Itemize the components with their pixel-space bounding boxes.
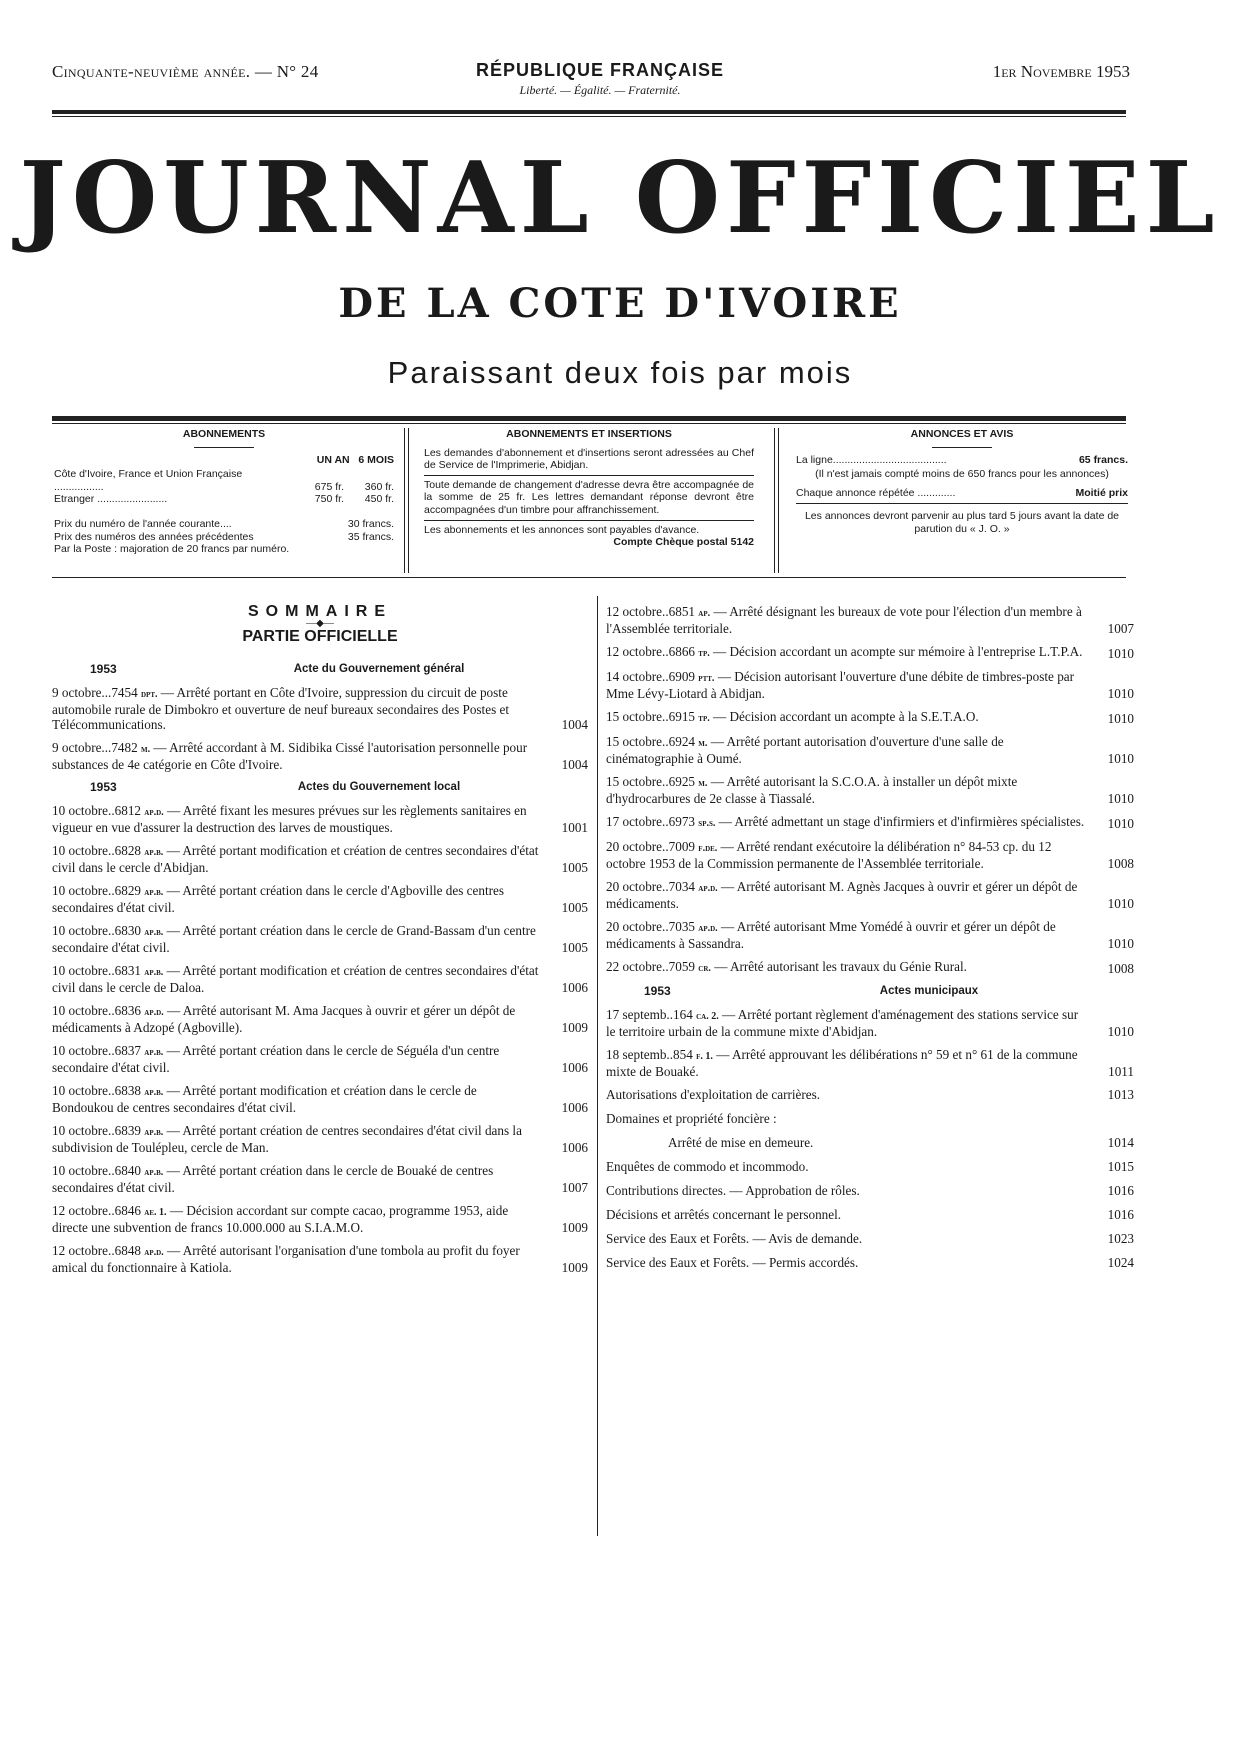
annonce-deadline: Les annonces devront parvenir au plus tard 5 jours avant la date de parution du « J. O. » (804, 510, 1120, 535)
list-item (52, 803, 588, 835)
misc-page: 1016 (1107, 1207, 1134, 1222)
box-separator (774, 428, 779, 573)
entry-page: 1004 (561, 757, 588, 772)
entry-date: 12 octobre.. (606, 644, 669, 659)
entry-text (606, 1007, 1134, 1039)
entry-page: 1007 (561, 1180, 588, 1195)
entry-text (52, 685, 588, 732)
list-item (606, 1231, 1134, 1246)
entry-number: 6836 (114, 1003, 141, 1018)
list-item (606, 644, 1134, 661)
entry-page: 1005 (561, 940, 588, 955)
list-item (606, 1087, 1134, 1102)
list-item (52, 1123, 588, 1155)
entry-description: — Arrêté autorisant la S.C.O.A. à installer un dépôt mixte d'hydrocarbures de 2e classe à Tiassalé. (606, 774, 1018, 806)
entry-text (606, 879, 1134, 911)
list-item (52, 923, 588, 955)
column-divider (597, 596, 598, 1536)
entry-page: 1010 (1107, 936, 1134, 951)
republic-name: RÉPUBLIQUE FRANÇAISE (475, 60, 724, 80)
rate-label: Côte d'Ivoire, France et Union Française ................. (54, 468, 243, 493)
price-value: 30 francs. (347, 517, 394, 530)
entry-page: 1010 (1107, 791, 1134, 806)
entry-date: 17 octobre.. (606, 814, 669, 829)
rate-year: 750 fr. (314, 493, 344, 506)
entry-date: 20 octobre.. (606, 839, 669, 854)
entry-code: ca. 2. (696, 1011, 719, 1022)
journal-title: JOURNAL OFFICIEL (19, 141, 1221, 256)
entry-page: 1010 (1107, 711, 1134, 726)
entry-description: — Arrêté autorisant M. Agnès Jacques à ouvrir et gérer un dépôt de médicaments. (606, 879, 1078, 911)
entry-code: ae. 1. (144, 1207, 167, 1218)
entry-code: ap.b. (144, 967, 164, 978)
list-item (606, 839, 1134, 871)
insertions-address: Les demandes d'abonnement et d'insertions seront adressées au Chef de Service de l'Imprimerie, Abidjan. (424, 447, 754, 476)
entry-text (52, 843, 588, 875)
entry-page: 1005 (561, 900, 588, 915)
entry-number: 6924 (668, 734, 695, 749)
entry-date: 9 octobre... (52, 685, 112, 700)
payment-note: Les abonnements et les annonces sont payables d'avance. (424, 523, 700, 536)
list-item (52, 1003, 588, 1035)
entry-text (606, 919, 1134, 951)
entry-description: — Arrêté portant création dans le cercle de Séguéla d'un centre secondaire d'état civil. (52, 1043, 500, 1075)
table-row (54, 493, 394, 506)
annonce-repeat (796, 487, 1128, 505)
entry-number: 6838 (114, 1083, 141, 1098)
entry-number: 6848 (114, 1243, 141, 1258)
entry-description: — Arrêté portant modification et création de centres secondaires d'état civil dans le cercle de Daloa. (52, 963, 539, 995)
entry-description: — Arrêté rendant exécutoire la délibération n° 84-53 cp. du 12 octobre 1953 de la Commission permanente de l'Assemblée territoriale. (606, 839, 1052, 871)
entry-page: 1005 (561, 860, 588, 875)
misc-text: Contributions directes. — Approbation de rôles. (606, 1183, 860, 1198)
entry-text (52, 803, 588, 835)
entry-date: 10 octobre.. (52, 923, 115, 938)
entry-description: — Arrêté portant modification et création de centres secondaires d'état civil dans le cercle d'Abidjan. (52, 843, 539, 875)
annonces-title: ANNONCES ET AVIS (910, 428, 1014, 440)
list-item (52, 843, 588, 875)
annonce-line-value: 65 francs. (1078, 453, 1128, 466)
entry-code: m. (141, 744, 151, 755)
entry-date: 10 octobre.. (52, 1083, 115, 1098)
sommaire-left-column (52, 604, 588, 1283)
entry-number: 6925 (668, 774, 695, 789)
entry-number: 6846 (114, 1203, 141, 1218)
list-item (52, 685, 588, 732)
annonces-box (796, 428, 1128, 573)
list-item (606, 1183, 1134, 1198)
misc-text: Service des Eaux et Forêts. — Avis de demande. (606, 1231, 863, 1246)
entry-date: 10 octobre.. (52, 1163, 115, 1178)
entry-number: 6915 (668, 709, 695, 724)
box-divider (194, 447, 254, 448)
entry-number: 7034 (668, 879, 695, 894)
entry-page: 1009 (561, 1020, 588, 1035)
entry-page: 1006 (561, 1140, 588, 1155)
issue-year-number: Cinquante-neuvième année. — N° 24 (52, 62, 319, 81)
subscriptions-title: ABONNEMENTS (182, 428, 266, 440)
entry-code: ap.b. (144, 847, 164, 858)
rate-year: 675 fr. (314, 480, 344, 493)
list-item (606, 734, 1134, 766)
insertions-payment (424, 523, 754, 549)
list-item (606, 1007, 1134, 1039)
col-6m-label: 6 MOIS (358, 453, 394, 466)
entry-description: — Arrêté portant règlement d'aménagement des stations service sur le territoire urbain de la commune mixte d'Abidjan. (606, 1007, 1079, 1039)
table-row (54, 468, 394, 493)
header-rule (52, 110, 1126, 114)
entry-text (52, 1043, 588, 1075)
entry-description: — Décision accordant un acompte sur mémoire à l'entreprise L.T.P.A. (713, 644, 1083, 659)
entry-description: — Arrêté autorisant l'organisation d'une tombola au profit du foyer amical du fonctionnaire à Katiola. (52, 1243, 520, 1275)
entry-number: 7482 (111, 740, 138, 755)
col-year-label: UN AN (316, 453, 350, 466)
misc-text: Arrêté de mise en demeure. (668, 1135, 814, 1150)
entry-code: ap.d. (144, 807, 164, 818)
entry-text (606, 604, 1134, 636)
list-item (52, 1163, 588, 1195)
entry-number: 6839 (114, 1123, 141, 1138)
entry-description: — Arrêté portant création dans le cercle d'Agboville des centres secondaires d'état civil. (52, 883, 505, 915)
annonce-minimum: (Il n'est jamais compté moins de 650 francs pour les annonces) (815, 468, 1109, 481)
entry-text (52, 1243, 588, 1275)
section-header (52, 780, 588, 795)
entry-code: dpt. (141, 689, 158, 700)
list-item (52, 1043, 588, 1075)
entry-page: 1010 (1107, 816, 1134, 831)
entry-code: ap.d. (698, 923, 718, 934)
entry-page: 1008 (1107, 856, 1134, 871)
publication-frequency: Paraissant deux fois par mois (387, 355, 853, 390)
entry-date: 10 octobre.. (52, 963, 115, 978)
insertions-address-change: Toute demande de changement d'adresse devra être accompagnée de la somme de 25 fr. Les lettres demandant réponse devront être accompagnées d'un timbre pour affranchissement. (424, 479, 754, 521)
list-item (606, 1047, 1134, 1079)
entry-code: ap.d. (144, 1247, 164, 1258)
entry-number: 164 (673, 1007, 693, 1022)
entry-text (52, 1123, 588, 1155)
entry-number: 7035 (668, 919, 695, 934)
entry-date: 10 octobre.. (52, 1003, 115, 1018)
entry-number: 6829 (114, 883, 141, 898)
entry-description: — Arrêté désignant les bureaux de vote pour l'élection d'un membre à l'Assemblée territoriale. (606, 604, 1082, 636)
entry-description: — Arrêté approuvant les délibérations n° 59 et n° 61 de la commune mixte de Bouaké. (606, 1047, 1078, 1079)
entry-code: ap.d. (698, 883, 718, 894)
price-value: 35 francs. (347, 530, 394, 543)
box-divider (932, 447, 992, 448)
entry-number: 6840 (114, 1163, 141, 1178)
entry-text (606, 669, 1134, 701)
entry-number: 6812 (114, 803, 141, 818)
entry-page: 1006 (561, 1060, 588, 1075)
entry-code: tp. (698, 713, 710, 724)
boxes-bottom-rule (52, 577, 1126, 578)
annonce-line-label: La ligne....................................... (796, 453, 947, 466)
entry-code: ap.b. (144, 1087, 164, 1098)
entry-number: 6909 (668, 669, 695, 684)
entry-text (52, 1003, 588, 1035)
rate-half: 450 fr. (364, 493, 394, 506)
sommaire-right-column (606, 604, 1134, 1279)
entry-page: 1010 (1107, 646, 1134, 661)
entry-description: — Arrêté portant création dans le cercle de Bouaké de centres secondaires d'état civil. (52, 1163, 494, 1195)
list-item (52, 963, 588, 995)
entry-page: 1008 (1107, 961, 1134, 976)
table-row (54, 543, 394, 556)
misc-page: 1014 (1107, 1135, 1134, 1150)
entry-text (52, 1203, 588, 1235)
section-header (52, 662, 588, 677)
entry-code: ptt. (698, 673, 715, 684)
entry-text (52, 740, 588, 772)
entry-number: 6828 (114, 843, 141, 858)
entry-description: — Arrêté autorisant M. Ama Jacques à ouvrir et gérer un dépôt de médicaments à Adzopé (Agboville). (52, 1003, 516, 1035)
misc-text: Décisions et arrêtés concernant le personnel. (606, 1207, 842, 1222)
section-year: 1953 (90, 662, 117, 676)
sommaire-title: SOMMAIRE (248, 603, 392, 620)
entry-date: 18 septemb.. (606, 1047, 674, 1062)
entry-description: — Arrêté autorisant les travaux du Génie Rural. (714, 959, 967, 974)
entry-text (606, 1047, 1134, 1079)
entry-page: 1001 (561, 820, 588, 835)
list-item (52, 1083, 588, 1115)
header-rule-thin (52, 116, 1126, 117)
masthead-rule-thin (52, 423, 1126, 424)
entry-description: — Décision accordant sur compte cacao, programme 1953, aide directe une subvention de francs 10.000.000 au S.I.A.M.O. (52, 1203, 509, 1235)
annonce-repeat-value: Moitié prix (1075, 486, 1128, 499)
misc-page: 1015 (1107, 1159, 1134, 1174)
table-row (54, 531, 394, 544)
entry-page: 1009 (561, 1220, 588, 1235)
entry-description: — Arrêté accordant à M. Sidibika Cissé l'autorisation personnelle pour substances de 4e catégorie en Côte d'Ivoire. (52, 740, 528, 772)
list-item (606, 919, 1134, 951)
entry-number: 6830 (114, 923, 141, 938)
entry-description: — Décision autorisant l'ouverture d'une débite de timbres-poste par Mme Lévy-Liotard à Abidjan. (606, 669, 1075, 701)
republic-header (440, 60, 760, 98)
entry-date: 17 septemb.. (606, 1007, 674, 1022)
entry-page: 1010 (1107, 751, 1134, 766)
section-year: 1953 (90, 780, 117, 794)
entry-code: f.de. (698, 843, 718, 854)
subscription-columns (54, 454, 394, 467)
entry-page: 1004 (561, 717, 588, 732)
list-item (52, 1203, 588, 1235)
entry-text (52, 883, 588, 915)
entry-code: m. (698, 778, 708, 789)
misc-page: 1016 (1107, 1183, 1134, 1198)
entry-text (606, 644, 1134, 661)
rate-label: Etranger ........................ (54, 493, 168, 506)
entry-code: ap.b. (144, 1047, 164, 1058)
entry-text (52, 1163, 588, 1195)
entry-text (606, 709, 1134, 726)
entry-code: f. 1. (696, 1051, 713, 1062)
entry-number: 6866 (668, 644, 695, 659)
subscription-rates (54, 468, 394, 506)
entry-code: ap.d. (144, 1007, 164, 1018)
list-item (52, 740, 588, 772)
list-item (606, 1135, 1134, 1150)
entry-number: 6851 (668, 604, 695, 619)
entry-page: 1011 (1108, 1064, 1134, 1079)
price-label: Prix du numéro de l'année courante.... (54, 517, 232, 530)
entry-number: 6973 (668, 814, 695, 829)
entry-date: 10 octobre.. (52, 803, 115, 818)
entry-text (52, 923, 588, 955)
misc-text: Autorisations d'exploitation de carrières. (606, 1087, 821, 1102)
entry-code: m. (698, 738, 708, 749)
section-name: Acte du Gouvernement général (293, 663, 465, 675)
entry-date: 22 octobre.. (606, 959, 669, 974)
entry-date: 10 octobre.. (52, 883, 115, 898)
entry-code: ap.b. (144, 887, 164, 898)
entry-date: 12 octobre.. (52, 1203, 115, 1218)
entry-date: 10 octobre.. (52, 1123, 115, 1138)
annonce-line-price (796, 454, 1128, 467)
insertions-title: ABONNEMENTS ET INSERTIONS (506, 428, 672, 440)
entry-number: 7454 (111, 685, 138, 700)
subscriptions-box (54, 428, 394, 573)
section-name: Actes du Gouvernement local (297, 781, 461, 793)
misc-page: 1024 (1107, 1255, 1134, 1270)
misc-page: 1023 (1107, 1231, 1134, 1246)
entry-date: 15 octobre.. (606, 709, 669, 724)
masthead-rule (52, 416, 1126, 421)
entry-number: 854 (673, 1047, 693, 1062)
entry-date: 12 octobre.. (52, 1243, 115, 1258)
list-item (606, 669, 1134, 701)
entry-text (606, 814, 1134, 831)
list-item (606, 774, 1134, 806)
journal-subtitle: DE LA COTE D'IVOIRE (338, 280, 902, 327)
entry-text (606, 839, 1134, 871)
list-item (606, 604, 1134, 636)
misc-text: Domaines et propriété foncière : (606, 1111, 777, 1126)
entry-description: — Arrêté portant autorisation d'ouverture d'une salle de cinématographie à Oumé. (606, 734, 1004, 766)
entry-page: 1010 (1107, 1024, 1134, 1039)
issue-date: 1er Novembre 1953 (992, 62, 1130, 81)
entry-page: 1007 (1107, 621, 1134, 636)
entry-date: 20 octobre.. (606, 919, 669, 934)
entry-description: — Arrêté portant création de centres secondaires d'état civil dans la subdivision de Toulépleu, cercle de Man. (52, 1123, 522, 1155)
misc-text: Service des Eaux et Forêts. — Permis accordés. (606, 1255, 859, 1270)
entry-number: 7009 (668, 839, 695, 854)
entry-date: 15 octobre.. (606, 734, 669, 749)
price-label: Par la Poste : majoration de 20 francs par numéro. (54, 543, 290, 556)
box-separator (404, 428, 409, 573)
entry-code: sp.s. (698, 818, 716, 829)
entry-text (606, 734, 1134, 766)
section-name: Actes municipaux (879, 985, 979, 997)
entry-page: 1006 (561, 1100, 588, 1115)
insertions-box (424, 428, 754, 573)
price-label: Prix des numéros des années précédentes (54, 530, 254, 543)
entry-date: 12 octobre.. (606, 604, 669, 619)
list-item (606, 879, 1134, 911)
postal-account: Compte Chèque postal 5142 (613, 536, 754, 549)
annonce-repeat-label: Chaque annonce répétée ............. (796, 486, 956, 499)
entry-text (606, 774, 1134, 806)
list-item (606, 814, 1134, 831)
entry-date: 15 octobre.. (606, 774, 669, 789)
entry-text (606, 959, 1134, 976)
issue-prices (54, 518, 394, 556)
entry-number: 7059 (668, 959, 695, 974)
entry-description: — Arrêté admettant un stage d'infirmiers et d'infirmières spécialistes. (718, 814, 1085, 829)
list-item (606, 959, 1134, 976)
list-item (52, 883, 588, 915)
list-item (52, 1243, 588, 1275)
misc-page: 1013 (1107, 1087, 1134, 1102)
misc-text: Enquêtes de commodo et incommodo. (606, 1159, 809, 1174)
section-header (606, 984, 1134, 999)
entry-text (52, 1083, 588, 1115)
list-item (606, 1111, 1134, 1126)
entry-code: ap.b. (144, 927, 164, 938)
sommaire-ornament: —◆— (306, 618, 334, 629)
entry-page: 1006 (561, 980, 588, 995)
republic-motto: Liberté. — Égalité. — Fraternité. (519, 83, 681, 97)
entry-description: — Arrêté portant en Côte d'Ivoire, suppression du circuit de poste automobile rurale de Dimbokro et ouverture de neuf bureaux secondaires des Postes et Télécommunications. (52, 685, 510, 732)
entry-number: 6837 (114, 1043, 141, 1058)
entry-description: — Arrêté autorisant Mme Yomédé à ouvrir et gérer un dépôt de médicaments à Sassandra. (606, 919, 1056, 951)
table-row (54, 518, 394, 531)
entry-description: — Arrêté fixant les mesures prévues sur les règlements sanitaires en vigueur en vue d'assurer la destruction des larves de moustiques. (52, 803, 527, 835)
entry-page: 1010 (1107, 896, 1134, 911)
list-item (606, 1159, 1134, 1174)
entry-code: ap. (698, 608, 711, 619)
entry-number: 6831 (114, 963, 141, 978)
list-item (606, 709, 1134, 726)
entry-code: cr. (698, 963, 711, 974)
partie-officielle-title: PARTIE OFFICIELLE (242, 628, 398, 645)
entry-page: 1010 (1107, 686, 1134, 701)
entry-date: 9 octobre... (52, 740, 112, 755)
entry-date: 10 octobre.. (52, 843, 115, 858)
entry-date: 10 octobre.. (52, 1043, 115, 1058)
entry-date: 14 octobre.. (606, 669, 669, 684)
entry-code: tp. (698, 648, 710, 659)
entry-text (52, 963, 588, 995)
section-year: 1953 (644, 984, 671, 998)
entry-description: — Décision accordant un acompte à la S.E.T.A.O. (713, 709, 979, 724)
rate-half: 360 fr. (364, 480, 394, 493)
list-item (606, 1207, 1134, 1222)
entry-description: — Arrêté portant création dans le cercle de Grand-Bassam d'un centre secondaire d'état civil. (52, 923, 536, 955)
entry-code: ap.b. (144, 1127, 164, 1138)
list-item (606, 1255, 1134, 1270)
entry-date: 20 octobre.. (606, 879, 669, 894)
entry-code: ap.b. (144, 1167, 164, 1178)
entry-page: 1009 (561, 1260, 588, 1275)
entry-description: — Arrêté portant modification et création dans le cercle de Bondoukou de centres secondaires d'état civil. (52, 1083, 477, 1115)
